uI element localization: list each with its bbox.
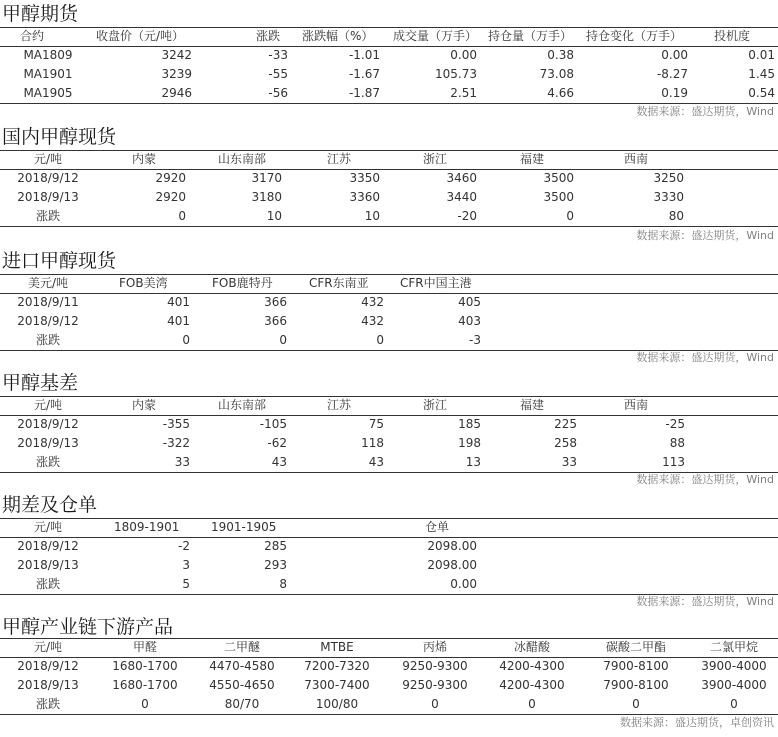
header-cell: 投机度 — [714, 29, 751, 43]
table-cell: 3900-4000 — [701, 678, 767, 692]
table-cell: 432 — [361, 295, 384, 309]
header-cell: 江苏 — [327, 152, 352, 166]
header-cell: 仓单 — [425, 520, 450, 534]
table-cell: -1.01 — [348, 48, 380, 62]
table-row — [0, 537, 778, 556]
table-cell: 0 — [279, 333, 287, 347]
table-cell: 401 — [167, 314, 190, 328]
table-header-row — [0, 150, 778, 169]
table-cell: 4200-4300 — [499, 659, 565, 673]
header-cell: 甲醛 — [132, 640, 157, 654]
table-cell: 33 — [174, 455, 190, 469]
section-title: 国内甲醇现货 — [2, 126, 117, 148]
table-cell: MA1901 — [23, 67, 73, 81]
table-cell: -20 — [457, 209, 477, 223]
table-cell: 113 — [662, 455, 685, 469]
table-header-row — [0, 274, 778, 293]
header-cell: MTBE — [320, 640, 354, 654]
table-cell: -33 — [268, 48, 288, 62]
table-row — [0, 188, 778, 207]
table-cell: 3 — [182, 558, 190, 572]
header-cell: 浙江 — [423, 398, 448, 412]
data-source-note: 数据来源：盛达期货，卓创资讯 — [620, 716, 774, 729]
table-cell: 100/80 — [315, 697, 359, 711]
table-cell: 258 — [554, 436, 577, 450]
table-row — [0, 556, 778, 575]
table-cell: 0 — [431, 697, 439, 711]
table-row — [0, 293, 778, 312]
table-cell: 0 — [730, 697, 738, 711]
table-cell: 2018/9/12 — [17, 171, 79, 185]
table-cell: 3330 — [653, 190, 684, 204]
table-cell: MA1905 — [23, 86, 73, 100]
header-cell: 西南 — [624, 152, 649, 166]
table-cell: 2098.00 — [427, 558, 477, 572]
table-cell: 80/70 — [224, 697, 260, 711]
header-cell: 福建 — [520, 398, 545, 412]
header-cell: 丙烯 — [422, 640, 447, 654]
table-cell: 13 — [465, 455, 481, 469]
table-cell: 0.38 — [547, 48, 574, 62]
data-source-note: 数据来源：盛达期货，Wind — [636, 229, 774, 242]
table-row — [0, 46, 778, 65]
table-row — [0, 312, 778, 331]
table-cell: 2018/9/12 — [17, 417, 79, 431]
table-cell: 3460 — [446, 171, 477, 185]
table-row — [0, 84, 778, 103]
header-cell: 内蒙 — [132, 398, 157, 412]
table-cell: 涨跌 — [35, 697, 60, 711]
table-cell: 3900-4000 — [701, 659, 767, 673]
table-bottom-rule — [0, 226, 778, 227]
table-cell: 4550-4650 — [209, 678, 275, 692]
table-cell: 88 — [669, 436, 685, 450]
table-cell: 0 — [528, 697, 536, 711]
table-cell: 2018/9/12 — [17, 659, 79, 673]
header-cell: 美元/吨 — [27, 276, 69, 290]
table-cell: 1.45 — [748, 67, 775, 81]
table-cell: -62 — [267, 436, 287, 450]
table-cell: 涨跌 — [35, 455, 60, 469]
header-cell: 二氯甲烷 — [709, 640, 758, 654]
table-cell: 43 — [368, 455, 384, 469]
header-cell: FOB美湾 — [119, 276, 168, 290]
header-cell: 元/吨 — [33, 520, 63, 534]
table-row — [0, 415, 778, 434]
table-cell: 0 — [178, 209, 186, 223]
table-cell: -1.67 — [348, 67, 380, 81]
table-cell: 0.00 — [450, 577, 477, 591]
table-cell: 2098.00 — [427, 539, 477, 553]
table-row — [0, 676, 778, 695]
table-row — [0, 169, 778, 188]
header-cell: 1809-1901 — [114, 520, 180, 534]
header-cell: 二甲醚 — [223, 640, 260, 654]
table-cell: -3 — [469, 333, 481, 347]
table-row — [0, 695, 778, 714]
table-cell: 2018/9/12 — [17, 539, 79, 553]
table-cell: 2.51 — [450, 86, 477, 100]
header-cell: 元/吨 — [33, 152, 63, 166]
header-cell: 1901-1905 — [211, 520, 277, 534]
header-cell: 浙江 — [423, 152, 448, 166]
table-cell: 涨跌 — [35, 209, 60, 223]
table-cell: 5 — [182, 577, 190, 591]
table-cell: 2018/9/13 — [17, 558, 79, 572]
table-cell: 401 — [167, 295, 190, 309]
table-cell: MA1809 — [23, 48, 73, 62]
table-cell: 0.01 — [748, 48, 775, 62]
table-cell: 4.66 — [547, 86, 574, 100]
table-header-row — [0, 518, 778, 537]
table-cell: 涨跌 — [35, 577, 60, 591]
table-cell: 0.54 — [748, 86, 775, 100]
table-row — [0, 657, 778, 676]
table-cell: 3180 — [251, 190, 282, 204]
table-cell: 2018/9/13 — [17, 436, 79, 450]
table-cell: 403 — [458, 314, 481, 328]
header-cell: 冰醋酸 — [513, 640, 550, 654]
table-cell: 405 — [458, 295, 481, 309]
table-cell: 225 — [554, 417, 577, 431]
header-cell: 山东南部 — [218, 398, 267, 412]
table-row — [0, 331, 778, 350]
table-cell: 3360 — [349, 190, 380, 204]
table-cell: 0 — [141, 697, 149, 711]
table-cell: 7900-8100 — [603, 678, 669, 692]
table-cell: 0 — [182, 333, 190, 347]
table-cell: 8 — [279, 577, 287, 591]
data-source-note: 数据来源：盛达期货，Wind — [636, 595, 774, 608]
table-row — [0, 575, 778, 594]
header-cell: 持仓变化（万手） — [586, 29, 683, 43]
header-cell: 内蒙 — [132, 152, 157, 166]
table-cell: 10 — [266, 209, 282, 223]
table-row — [0, 434, 778, 453]
table-cell: 198 — [458, 436, 481, 450]
header-cell: 山东南部 — [218, 152, 267, 166]
section-title: 甲醇期货 — [2, 3, 79, 25]
table-cell: 4470-4580 — [209, 659, 275, 673]
header-cell: 合约 — [20, 29, 45, 43]
table-cell: 0.00 — [661, 48, 688, 62]
table-cell: 1680-1700 — [112, 678, 178, 692]
table-cell: 2018/9/13 — [17, 190, 79, 204]
table-cell: 3250 — [653, 171, 684, 185]
table-cell: 0.19 — [661, 86, 688, 100]
header-cell: CFR中国主港 — [400, 276, 472, 290]
table-cell: 3500 — [543, 171, 574, 185]
header-cell: 元/吨 — [33, 640, 63, 654]
table-cell: 366 — [264, 314, 287, 328]
header-cell: CFR东南亚 — [309, 276, 369, 290]
header-cell: 江苏 — [327, 398, 352, 412]
table-cell: 43 — [271, 455, 287, 469]
table-cell: 3170 — [251, 171, 282, 185]
table-cell: 1680-1700 — [112, 659, 178, 673]
header-cell: FOB鹿特丹 — [212, 276, 273, 290]
table-cell: -25 — [665, 417, 685, 431]
section-title: 期差及仓单 — [2, 494, 98, 516]
table-cell: 80 — [668, 209, 684, 223]
table-cell: -56 — [268, 86, 288, 100]
header-cell: 涨跌 — [256, 29, 281, 43]
header-cell: 成交量（万手） — [393, 29, 478, 43]
table-cell: 105.73 — [435, 67, 477, 81]
table-cell: -355 — [162, 417, 190, 431]
table-cell: 285 — [264, 539, 287, 553]
table-cell: -2 — [178, 539, 190, 553]
table-cell: 366 — [264, 295, 287, 309]
table-row — [0, 207, 778, 226]
table-cell: 3242 — [161, 48, 192, 62]
table-cell: 3500 — [543, 190, 574, 204]
header-cell: 收盘价（元/吨） — [96, 29, 185, 43]
table-cell: 0.00 — [450, 48, 477, 62]
table-cell: 3350 — [349, 171, 380, 185]
table-cell: 0 — [632, 697, 640, 711]
table-cell: 10 — [364, 209, 380, 223]
table-cell: 293 — [264, 558, 287, 572]
table-cell: 0 — [566, 209, 574, 223]
table-cell: 2018/9/11 — [17, 295, 79, 309]
table-cell: 4200-4300 — [499, 678, 565, 692]
data-source-note: 数据来源：盛达期货，Wind — [636, 351, 774, 364]
table-cell: 涨跌 — [35, 333, 60, 347]
table-cell: 9250-9300 — [402, 678, 468, 692]
header-cell: 持仓量（万手） — [488, 29, 573, 43]
table-cell: 2946 — [161, 86, 192, 100]
table-cell: 75 — [368, 417, 384, 431]
data-source-note: 数据来源：盛达期货，Wind — [636, 105, 774, 118]
table-cell: 2920 — [155, 190, 186, 204]
table-row — [0, 65, 778, 84]
table-cell: -105 — [259, 417, 287, 431]
data-source-note: 数据来源：盛达期货，Wind — [636, 473, 774, 486]
header-cell: 福建 — [520, 152, 545, 166]
table-cell: 185 — [458, 417, 481, 431]
table-cell: -55 — [268, 67, 288, 81]
section-title: 甲醇产业链下游产品 — [2, 616, 174, 638]
table-cell: 9250-9300 — [402, 659, 468, 673]
table-cell: -8.27 — [656, 67, 688, 81]
table-cell: 2920 — [155, 171, 186, 185]
header-cell: 西南 — [624, 398, 649, 412]
table-cell: 3239 — [161, 67, 192, 81]
table-cell: -322 — [162, 436, 190, 450]
header-cell: 元/吨 — [33, 398, 63, 412]
table-header-row — [0, 638, 778, 657]
section-title: 甲醇基差 — [2, 372, 79, 394]
table-cell: 432 — [361, 314, 384, 328]
table-cell: 7900-8100 — [603, 659, 669, 673]
table-cell: -1.87 — [348, 86, 380, 100]
table-header-row — [0, 396, 778, 415]
table-cell: 2018/9/12 — [17, 314, 79, 328]
table-cell: 0 — [376, 333, 384, 347]
table-cell: 7300-7400 — [304, 678, 370, 692]
header-cell: 碳酸二甲酯 — [605, 640, 666, 654]
table-cell: 2018/9/13 — [17, 678, 79, 692]
table-cell: 118 — [361, 436, 384, 450]
table-cell: 33 — [561, 455, 577, 469]
table-cell: 3440 — [446, 190, 477, 204]
header-cell: 涨跌幅（%） — [302, 29, 374, 43]
table-cell: 73.08 — [539, 67, 574, 81]
section-title: 进口甲醇现货 — [2, 250, 117, 272]
table-header-row — [0, 27, 778, 46]
table-row — [0, 453, 778, 472]
table-cell: 7200-7320 — [304, 659, 370, 673]
